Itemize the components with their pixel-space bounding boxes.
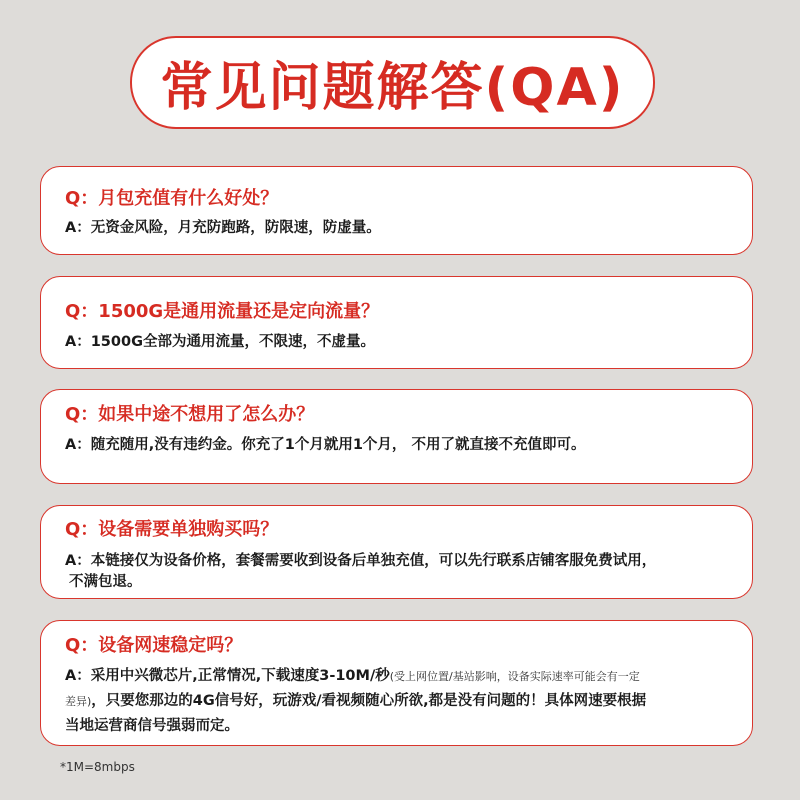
faq-answer: A：1500G全部为通用流量，不限速，不虚量。 — [65, 334, 375, 350]
faq-card-5 — [40, 620, 753, 746]
faq-card-2 — [40, 276, 753, 369]
faq-question: Q：月包充值有什么好处？ — [65, 188, 279, 209]
faq-answer — [65, 664, 735, 738]
faq-question: Q：如果中途不想用了怎么办？ — [65, 404, 315, 425]
faq-answer: A：随充随用,没有违约金。你充了1个月就用1个月， 不用了就直接不充值即可。 — [65, 437, 586, 453]
faq-answer-part-3: 当地运营商信号强弱而定。 — [65, 718, 239, 734]
faq-answer: A：无资金风险，月充防跑路，防限速，防虚量。 — [65, 220, 381, 236]
faq-question: Q：设备网速稳定吗？ — [65, 635, 243, 656]
faq-answer-part-2: ，只要您那边的4G信号好，玩游戏/看视频随心所欲,都是没有问题的！具体网速要根据 — [91, 693, 647, 709]
footnote: *1M=8mbps — [60, 760, 135, 774]
faq-question: Q：设备需要单独购买吗？ — [65, 519, 279, 540]
faq-card-4 — [40, 505, 753, 599]
faq-question: Q：1500G是通用流量还是定向流量？ — [65, 301, 380, 322]
title-banner — [130, 36, 655, 129]
page-title: 常见问题解答(QA) — [160, 58, 625, 118]
faq-answer-line-2: 不满包退。 — [69, 574, 142, 590]
faq-answer-note-1: (受上网位置/基站影响，设备实际速率可能会有一定 — [389, 670, 640, 683]
faq-card-3 — [40, 389, 753, 484]
faq-answer-note-2: 差异) — [65, 695, 92, 708]
faq-answer-part-1: A：采用中兴微芯片,正常情况,下载速度3-10M/秒 — [65, 668, 390, 684]
faq-card-1 — [40, 166, 753, 255]
faq-answer-line-1: A：本链接仅为设备价格，套餐需要收到设备后单独充值，可以先行联系店铺客服免费试用， — [65, 553, 657, 569]
